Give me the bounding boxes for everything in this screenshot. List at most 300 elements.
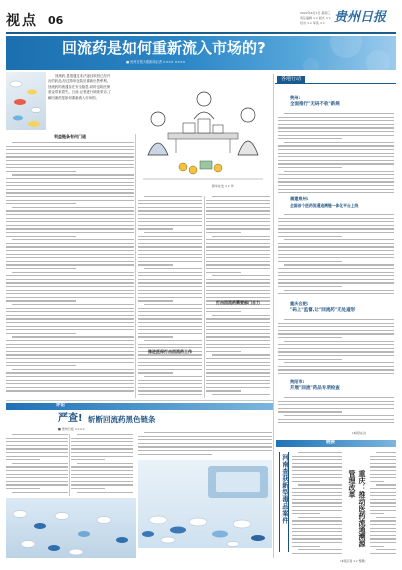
- text-line: [71, 456, 133, 457]
- commentary-top-rule: [6, 400, 274, 401]
- text-line: [278, 330, 394, 331]
- text-line: [206, 329, 270, 330]
- text-line: [138, 250, 202, 251]
- text-line: [292, 531, 342, 532]
- text-line: [71, 470, 133, 471]
- commentary-column-3: [138, 432, 272, 458]
- text-line: [206, 344, 270, 345]
- text-line: [278, 355, 394, 356]
- text-line: [6, 210, 134, 211]
- middle-left-column: [138, 196, 202, 396]
- text-line: [278, 326, 394, 327]
- text-line: [284, 341, 394, 342]
- text-line: [138, 439, 272, 440]
- text-line: [292, 463, 342, 464]
- text-line: [284, 290, 394, 291]
- text-line: [6, 308, 134, 309]
- text-line: [6, 297, 134, 298]
- text-line: [206, 290, 270, 291]
- commentary-title: 斩断回流药黑色链条: [88, 415, 156, 424]
- text-line: [6, 192, 134, 193]
- text-line: [6, 156, 134, 157]
- text-line: [298, 517, 342, 518]
- text-line: [370, 553, 396, 554]
- text-line: [278, 178, 394, 179]
- text-line: [206, 225, 270, 226]
- divider-left: [135, 134, 136, 398]
- text-line: [292, 510, 342, 511]
- vertical-headline-left-text: 河南查获新型毒品案件: [281, 454, 289, 524]
- bottom-right-text-1: [292, 452, 342, 556]
- right-section-1-kicker: 贵州:: [290, 95, 301, 100]
- text-line: [278, 337, 342, 338]
- text-line: [370, 481, 384, 482]
- text-line: [278, 160, 394, 161]
- text-line: [138, 228, 173, 229]
- text-line: [138, 218, 202, 219]
- headline-banner: [6, 36, 396, 70]
- text-line: [138, 450, 272, 451]
- text-line: [278, 192, 394, 193]
- text-line: [6, 221, 134, 222]
- text-line: [144, 304, 202, 305]
- text-line: [212, 315, 270, 316]
- text-line: [6, 484, 68, 485]
- text-line: [71, 438, 133, 439]
- text-line: [138, 326, 202, 327]
- text-line: [71, 445, 133, 446]
- text-line: [12, 239, 134, 240]
- text-line: [278, 250, 394, 251]
- commentary-tag: 评论: [56, 403, 65, 408]
- text-line: [138, 203, 202, 204]
- text-line: [206, 308, 270, 309]
- text-line: [6, 347, 134, 348]
- text-line: [6, 456, 68, 457]
- text-line: [138, 300, 173, 301]
- right-section-3-kicker: 重庆合肥:: [290, 301, 309, 306]
- text-line: [138, 390, 202, 391]
- text-line: [138, 282, 202, 283]
- text-line: [6, 228, 134, 229]
- text-line: [206, 347, 270, 348]
- text-line: [6, 390, 134, 391]
- text-line: [138, 279, 202, 280]
- text-line: [12, 207, 134, 208]
- text-line: [206, 336, 270, 337]
- right-section-3-title: "码上"监督,让"回流药"无处遁形: [290, 308, 356, 313]
- text-line: [6, 354, 134, 355]
- text-line: [6, 250, 134, 251]
- text-line: [144, 340, 202, 341]
- text-line: [206, 221, 270, 222]
- text-line: [138, 322, 202, 323]
- right-section-2-title: 全国首个医药流通追溯链一体化平台上线: [290, 203, 359, 208]
- text-line: [206, 372, 270, 373]
- text-line: [71, 484, 133, 485]
- text-line: [376, 549, 396, 550]
- text-line: [278, 124, 394, 125]
- text-line: [206, 380, 270, 381]
- cartoon-credit: 新华社发 ×× 作: [212, 184, 234, 188]
- text-line: [292, 546, 320, 547]
- text-line: [138, 365, 202, 366]
- text-line: [6, 196, 134, 197]
- text-line: [284, 239, 394, 240]
- right-section-3-text: [278, 319, 394, 377]
- text-line: [71, 466, 133, 467]
- text-line: [6, 257, 134, 258]
- text-line: [278, 163, 394, 164]
- text-line: [206, 232, 241, 233]
- text-line: [6, 376, 134, 377]
- text-line: [138, 207, 202, 208]
- text-line: [6, 452, 68, 453]
- text-line: [206, 369, 270, 370]
- text-line: [144, 432, 272, 433]
- text-line: [292, 474, 342, 475]
- text-line: [6, 387, 134, 388]
- text-line: [12, 272, 134, 273]
- text-line: [298, 484, 342, 485]
- text-line: [144, 376, 202, 377]
- text-line: [138, 344, 202, 345]
- text-line: [370, 528, 396, 529]
- left-column: [6, 134, 134, 396]
- text-line: [138, 257, 202, 258]
- text-line: [138, 315, 202, 316]
- text-line: [77, 463, 133, 464]
- text-line: [138, 443, 272, 444]
- text-line: [6, 441, 68, 442]
- text-line: [6, 149, 134, 150]
- text-line: [292, 470, 342, 471]
- text-line: [138, 358, 202, 359]
- text-line: [278, 167, 342, 168]
- text-line: [206, 239, 270, 240]
- text-line: [144, 268, 202, 269]
- text-line: [144, 196, 202, 197]
- text-line: [292, 488, 342, 489]
- text-line: [212, 275, 270, 276]
- text-line: [6, 459, 40, 460]
- text-line: [370, 477, 396, 478]
- crosshead-2: 推进医保打击回流药工作: [148, 349, 192, 354]
- right-section-4-text: [278, 397, 394, 427]
- text-line: [6, 146, 134, 147]
- text-line: [278, 366, 394, 367]
- text-line: [278, 236, 342, 237]
- text-line: [206, 210, 270, 211]
- text-line: [6, 279, 134, 280]
- text-line: [6, 218, 134, 219]
- text-line: [370, 495, 396, 496]
- text-line: [12, 492, 68, 493]
- text-line: [6, 200, 134, 201]
- text-line: [138, 308, 202, 309]
- text-line: [6, 311, 134, 312]
- vertical-headline-right-text: 重庆：推动医药流通溯源管理改革: [348, 470, 366, 547]
- text-line: [278, 333, 394, 334]
- commentary-column-1: [6, 434, 68, 496]
- text-line: [138, 362, 202, 363]
- text-line: [206, 365, 270, 366]
- text-line: [6, 171, 76, 172]
- text-line: [6, 362, 134, 363]
- text-line: [376, 484, 396, 485]
- crosshead-1: 利益链条有何门道: [54, 134, 86, 139]
- text-line: [138, 329, 202, 330]
- page-number: 06: [48, 14, 64, 27]
- text-line: [298, 549, 342, 550]
- text-line: [6, 470, 68, 471]
- text-line: [278, 272, 394, 273]
- bottom-strip-credit: (本报记者 ×× 整理): [340, 559, 366, 563]
- text-line: [292, 459, 342, 460]
- masthead-date-line-2: 责任编辑 ×× 版式 ××: [300, 16, 331, 20]
- middle-right-column: [206, 196, 270, 396]
- text-line: [6, 315, 134, 316]
- text-line: [206, 257, 270, 258]
- text-line: [6, 293, 134, 294]
- text-line: [292, 456, 342, 457]
- text-line: [206, 272, 241, 273]
- text-line: [278, 411, 342, 412]
- text-line: [71, 477, 133, 478]
- text-line: [292, 502, 342, 503]
- text-line: [278, 404, 394, 405]
- text-line: [6, 243, 134, 244]
- vertical-headline-left: [279, 452, 289, 552]
- text-line: [77, 434, 133, 435]
- divider-right: [273, 74, 274, 558]
- text-line: [12, 336, 134, 337]
- text-line: [370, 459, 396, 460]
- text-line: [206, 254, 270, 255]
- text-line: [370, 463, 396, 464]
- text-line: [12, 369, 134, 370]
- right-section-1-title: 全面推行"无码不收"新规: [290, 102, 340, 107]
- text-line: [292, 481, 320, 482]
- commentary-title-lead: 严查!: [58, 413, 83, 424]
- text-line: [212, 394, 270, 395]
- text-line: [292, 492, 342, 493]
- text-line: [370, 506, 396, 507]
- text-line: [292, 477, 342, 478]
- text-line: [278, 218, 394, 219]
- text-line: [6, 167, 134, 168]
- text-line: [6, 383, 134, 384]
- text-line: [206, 203, 270, 204]
- text-line: [138, 225, 202, 226]
- text-line: [6, 225, 134, 226]
- text-line: [206, 218, 270, 219]
- text-line: [6, 286, 134, 287]
- text-line: [278, 323, 394, 324]
- text-line: [278, 174, 394, 175]
- text-line: [278, 225, 394, 226]
- divider-mid: [204, 196, 205, 398]
- text-line: [71, 459, 105, 460]
- text-line: [376, 452, 396, 453]
- text-line: [278, 279, 394, 280]
- text-line: [6, 365, 76, 366]
- text-line: [6, 182, 134, 183]
- text-line: [6, 333, 76, 334]
- text-line: [278, 261, 342, 262]
- text-line: [370, 499, 396, 500]
- divider-bottom-mid: [69, 434, 70, 496]
- text-line: [370, 474, 396, 475]
- text-line: [6, 236, 76, 237]
- text-line: [71, 481, 133, 482]
- text-line: [206, 286, 270, 287]
- text-line: [138, 394, 202, 395]
- text-line: [370, 502, 396, 503]
- text-line: [292, 466, 342, 467]
- masthead-date-line-1: 2022年6月1日 星期三: [300, 11, 331, 15]
- text-line: [138, 210, 202, 211]
- text-line: [6, 282, 134, 283]
- text-line: [6, 322, 134, 323]
- text-line: [370, 542, 396, 543]
- text-line: [6, 477, 68, 478]
- text-line: [206, 318, 270, 319]
- left-column-text-block-1: [6, 142, 134, 392]
- text-line: [71, 452, 133, 453]
- text-line: [206, 207, 270, 208]
- text-line: [370, 531, 396, 532]
- text-line: [6, 290, 134, 291]
- text-line: [278, 419, 394, 420]
- text-line: [138, 387, 202, 388]
- text-line: [6, 438, 68, 439]
- text-line: [6, 448, 68, 449]
- text-line: [6, 275, 134, 276]
- text-line: [278, 344, 394, 345]
- text-line: [6, 326, 134, 327]
- text-line: [6, 189, 134, 190]
- text-line: [206, 250, 270, 251]
- text-line: [6, 474, 68, 475]
- text-line: [138, 261, 202, 262]
- text-line: [292, 506, 342, 507]
- text-line: [138, 275, 202, 276]
- text-line: [144, 232, 202, 233]
- text-line: [370, 492, 396, 493]
- text-line: [138, 272, 202, 273]
- text-line: [6, 351, 134, 352]
- right-section-1-text: [278, 113, 394, 195]
- text-line: [138, 372, 173, 373]
- bottom-pills-photo: [6, 498, 136, 558]
- text-line: [138, 221, 202, 222]
- bottom-right-tag: 链接: [326, 440, 335, 445]
- text-line: [278, 189, 394, 190]
- text-line: [370, 456, 396, 457]
- text-line: [212, 354, 270, 355]
- text-line: [138, 318, 202, 319]
- text-line: [278, 120, 394, 121]
- text-line: [206, 311, 241, 312]
- text-line: [138, 333, 202, 334]
- text-line: [370, 470, 396, 471]
- right-section-2-text: [278, 214, 394, 298]
- text-line: [278, 275, 394, 276]
- text-line: [6, 340, 134, 341]
- text-line: [278, 359, 342, 360]
- right-column-tag-label: 各地行动: [277, 76, 305, 83]
- text-line: [278, 243, 394, 244]
- text-line: [12, 174, 134, 175]
- headline-byline: ■ 贵州日报天眼新闻记者 ×××× ××××: [126, 60, 186, 64]
- text-line: [284, 142, 394, 143]
- text-line: [206, 279, 270, 280]
- text-line: [77, 492, 133, 493]
- text-line: [6, 329, 134, 330]
- text-line: [278, 254, 394, 255]
- text-line: [278, 221, 394, 222]
- text-line: [376, 517, 396, 518]
- text-line: [6, 203, 76, 204]
- text-line: [206, 358, 270, 359]
- section-name: 视点: [6, 13, 38, 29]
- text-line: [206, 376, 270, 377]
- text-line: [212, 196, 270, 197]
- text-line: [370, 535, 396, 536]
- text-line: [298, 452, 342, 453]
- text-line: [206, 268, 270, 269]
- text-line: [370, 510, 396, 511]
- cartoon-illustration: [138, 75, 268, 193]
- text-line: [278, 145, 394, 146]
- text-line: [292, 528, 342, 529]
- text-line: [138, 380, 202, 381]
- text-line: [6, 481, 68, 482]
- text-line: [6, 264, 134, 265]
- text-line: [278, 127, 394, 128]
- text-line: [278, 268, 394, 269]
- text-line: [6, 380, 134, 381]
- text-line: [278, 422, 394, 423]
- right-section-4-title: 开展"回流"药品专项检查: [290, 386, 340, 391]
- text-line: [284, 264, 394, 265]
- right-section-2-kicker: 福建泉州:: [290, 196, 309, 201]
- text-line: [284, 362, 394, 363]
- text-line: [278, 131, 394, 132]
- text-line: [12, 463, 68, 464]
- text-line: [6, 232, 134, 233]
- text-line: [6, 178, 134, 179]
- text-line: [6, 164, 134, 165]
- text-line: [6, 488, 40, 489]
- text-line: [138, 311, 202, 312]
- text-line: [6, 372, 134, 373]
- text-line: [278, 153, 394, 154]
- text-line: [292, 495, 342, 496]
- text-line: [284, 415, 394, 416]
- text-line: [278, 156, 394, 157]
- right-column-credit: (本报综合): [352, 431, 367, 435]
- text-line: [370, 488, 396, 489]
- text-line: [138, 446, 272, 447]
- text-line: [206, 261, 270, 262]
- text-line: [278, 117, 394, 118]
- commentary-tag-bar: [6, 403, 274, 410]
- text-line: [206, 228, 270, 229]
- text-line: [206, 200, 270, 201]
- text-line: [138, 297, 202, 298]
